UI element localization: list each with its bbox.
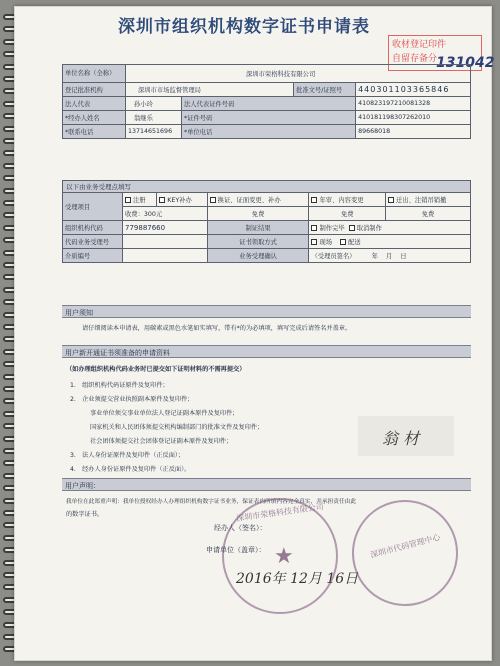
checkbox-icon[interactable] <box>349 225 355 231</box>
unit-phone-value: 89668018 <box>356 125 471 139</box>
handler-label: *经办人姓名 <box>63 111 126 125</box>
material-item: 社会团体须提交社会团体登记证副本原件及复印件； <box>90 438 233 445</box>
checkbox-icon[interactable] <box>311 197 317 203</box>
confirm-row: （受理员签名） 年 月 日 <box>309 249 471 263</box>
notice-heading: 用户须知 <box>62 305 471 318</box>
fee-label: 收费：300元 <box>123 207 208 221</box>
material-item: 3. 法人身份证原件及复印件（正反面）； <box>70 452 185 459</box>
cert-result-options: 制作完毕 取消制作 <box>309 221 471 235</box>
checkbox-icon[interactable] <box>340 239 346 245</box>
free-label: 免费 <box>386 207 471 221</box>
collect-options: 现场 配送 <box>309 235 471 249</box>
handler-signature: 翁 材 <box>382 429 420 448</box>
form-title: 深圳市组织机构数字证书申请表 <box>118 17 370 37</box>
handler-value: 翁继乐 <box>126 111 182 125</box>
agent-code-label: 代码业务受理号 <box>63 235 123 249</box>
org-code-value: 779887660 <box>123 221 208 235</box>
business-table <box>62 192 471 263</box>
declaration-heading: 用户声明： <box>62 478 471 491</box>
free-label: 免费 <box>309 207 386 221</box>
approval-no-label: 批准文号/证照号 <box>294 83 356 97</box>
phone-value: 13714651696 <box>126 125 182 139</box>
material-item: 2. 企业须提交营业执照副本原件及复印件； <box>70 396 194 403</box>
legal-id-value: 410823197210081328 <box>356 97 471 111</box>
phone-label: *联系电话 <box>63 125 126 139</box>
checkbox-icon[interactable] <box>388 197 394 203</box>
unit-name-label: 单位名称（全称） <box>63 65 126 83</box>
option-transfer: 迁出、注销吊销撤 <box>386 193 471 207</box>
option-renew: 换证、证面变更、补办 <box>207 193 309 207</box>
authority-seal: 深圳市代码管理中心 <box>340 488 470 618</box>
agent-sign-label: 经办人（签名）： <box>214 524 267 532</box>
stamp-number: 131042 <box>436 55 495 71</box>
legal-rep-label: 法人代表 <box>63 97 126 111</box>
business-section-label: 以下由业务受理点填写 <box>62 180 471 193</box>
handler-id-value: 410181198307262010 <box>356 111 471 125</box>
checkbox-icon[interactable] <box>311 225 317 231</box>
material-item: 4. 经办人身份证原件及复印件（正反面）。 <box>70 466 191 473</box>
handler-id-label: *证件号码 <box>182 111 356 125</box>
material-item: 1. 组织机构代码证原件及复印件； <box>70 382 169 389</box>
agent-code-value[interactable] <box>123 235 208 249</box>
unit-name-value: 深圳市荣格科技有限公司 <box>126 65 471 83</box>
declaration-text1: 我单位在此郑重声明：我单位授权经办人办理组织机构数字证书业务，保证表内所填内容完全真实，并承担责任由此 <box>66 499 357 505</box>
org-code-label: 组织机构代码 <box>63 221 123 235</box>
legal-rep-value: 孙小玲 <box>126 97 182 111</box>
collect-label: 证书领取方式 <box>207 235 309 249</box>
free-label: 免费 <box>207 207 309 221</box>
applicant-table <box>62 64 471 139</box>
company-seal: ★ 深圳市荣格科技有限公司 <box>222 498 338 614</box>
materials-heading: 用户新开通证书须准备的申请资料 <box>62 345 471 358</box>
option-register: 注册 <box>123 193 157 207</box>
unit-seal-label: 申请单位（盖章）： <box>206 546 266 554</box>
project-label: 受理项目 <box>63 193 123 221</box>
materials-subheading: （如办理组织机构代码业务时已提交如下证明材料的不需再提交） <box>66 366 246 373</box>
date-handwritten: 2016年 12月 16日 <box>236 571 359 587</box>
approval-no-value: 440301103365846 <box>356 83 471 97</box>
confirm-label: 业务受理确认 <box>207 249 309 263</box>
legal-id-label: 法人代表证件号码 <box>182 97 356 111</box>
star-icon: ★ <box>274 544 294 569</box>
cert-result-label: 制证结果 <box>207 221 309 235</box>
checkbox-icon[interactable] <box>311 239 317 245</box>
referral-value[interactable] <box>123 249 208 263</box>
declaration-text2: 的数字证书。 <box>66 511 104 518</box>
stamp-line2: 自留存备分 <box>392 54 438 64</box>
checkbox-icon[interactable] <box>159 197 165 203</box>
referral-label: 介质编号 <box>63 249 123 263</box>
material-item: 事业单位须交事业单位法人登记证副本原件及复印件； <box>90 410 239 417</box>
notice-text: 请仔细阅读本申请表，用碳素或黑色水笔如实填写，带有*的为必填项，填写完成后请签名并盖章。 <box>82 325 352 332</box>
material-item: 国家机关和人民团体须提交机构编制部门的批准文件及复印件； <box>90 424 264 431</box>
option-annual: 年审、内容变更 <box>309 193 386 207</box>
checkbox-icon[interactable] <box>125 197 131 203</box>
stamp-line1: 收材登记印件 <box>392 40 447 50</box>
reg-authority-value: 深圳市市场监督管理局 <box>126 83 294 97</box>
unit-phone-label: *单位电话 <box>182 125 356 139</box>
reg-authority-label: 登记批准机构 <box>63 83 126 97</box>
checkbox-icon[interactable] <box>210 197 216 203</box>
option-key: KEY补办 <box>157 193 207 207</box>
confirm-hint: （受理员签名） <box>311 253 356 260</box>
